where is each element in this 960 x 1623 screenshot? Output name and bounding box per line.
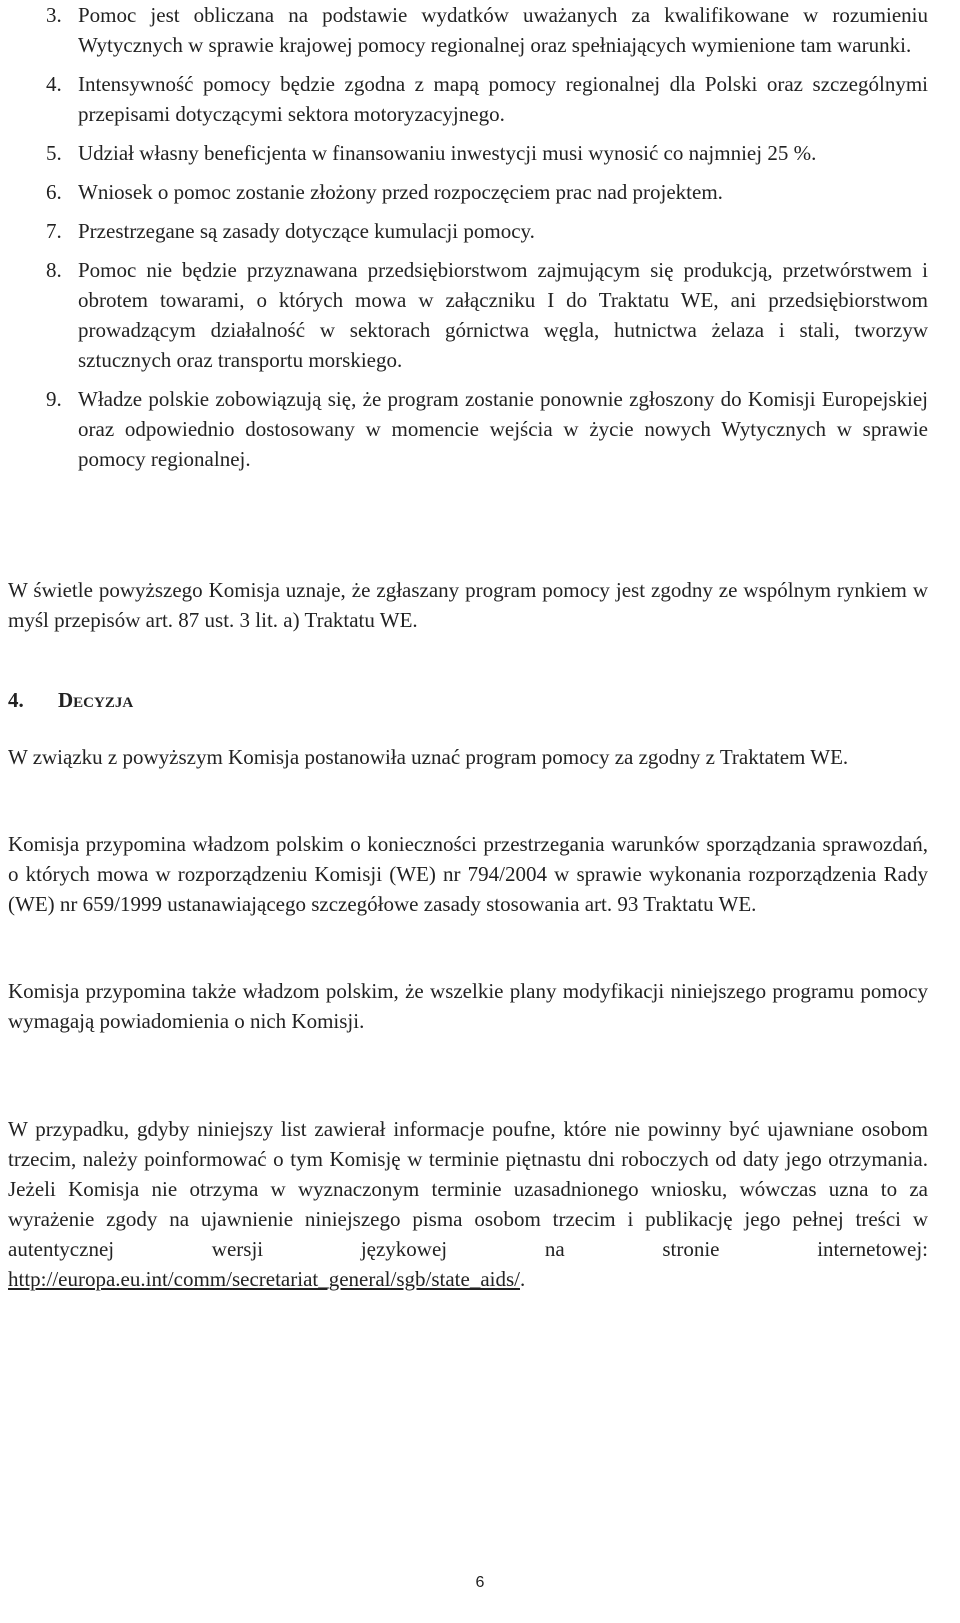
confidentiality-text: W przypadku, gdyby niniejszy list zawierał informacje poufne, które nie powinny być ujawniane osobom trzecim, należy poinformować o tym Komisję w terminie piętnastu dni roboczych od daty jego otrzymania. Jeżeli Komisja nie otrzyma w wyznaczonym terminie uzasadnionego wniosku, wówczas uzna to za wyrażenie zgody na ujawnienie niniejszego pisma osobom trzecim i publikację jego pełnej treści w autentycznej wersji językowej na stronie internetowej: [8, 1117, 928, 1261]
list-item-number: 5. [46, 141, 62, 165]
list-item-number: 7. [46, 219, 62, 243]
reporting-paragraph: Komisja przypomina władzom polskim o konieczności przestrzegania warunków sporządzania sprawozdań, o których mowa w rozporządzeniu Komisji (WE) nr 794/2004 w sprawie wykonania rozporządzenia Rady (WE) nr 659/1999 ustanawiającego szczegółowe zasady stosowania art. 93 Traktatu WE. [8, 832, 928, 916]
section-heading [8, 685, 133, 715]
list-item-number: 8. [46, 258, 62, 282]
section-number: 4. [8, 688, 24, 712]
list-item-text: Intensywność pomocy będzie zgodna z mapą pomocy regionalnej dla Polski oraz szczególnymi przepisami dotyczącymi sektora motoryzacyjnego. [78, 72, 928, 126]
list-item [8, 255, 928, 375]
list-item-number: 6. [46, 180, 62, 204]
list-item [8, 69, 928, 129]
section-title: Decyzja [58, 688, 134, 712]
list-item [8, 216, 928, 246]
modification-paragraph: Komisja przypomina także władzom polskim, że wszelkie plany modyfikacji niniejszego programu pomocy wymagają powiadomienia o nich Komisji. [8, 979, 928, 1033]
list-item-number: 4. [46, 72, 62, 96]
list-item-text: Udział własny beneficjenta w finansowaniu inwestycji musi wynosić co najmniej 25 %. [78, 141, 817, 165]
conclusion-paragraph: W świetle powyższego Komisja uznaje, że zgłaszany program pomocy jest zgodny ze wspólnym rynkiem w myśl przepisów art. 87 ust. 3 lit. a) Traktatu WE. [8, 578, 928, 632]
decision-paragraph: W związku z powyższym Komisja postanowiła uznać program pomocy za zgodny z Traktatem WE. [8, 745, 849, 769]
list-item-text: Władze polskie zobowiązują się, że program zostanie ponownie zgłoszony do Komisji Europejskiej oraz odpowiednio dostosowany w momencie wejścia w życie nowych Wytycznych w sprawie pomocy regionalnej. [78, 387, 928, 471]
list-item [8, 138, 928, 168]
list-item-number: 9. [46, 387, 62, 411]
list-item-text: Pomoc jest obliczana na podstawie wydatków uważanych za kwalifikowane w rozumieniu Wytycznych w sprawie krajowej pomocy regionalnej oraz spełniających wymienione tam warunki. [78, 3, 928, 57]
list-item-text: Przestrzegane są zasady dotyczące kumulacji pomocy. [78, 219, 535, 243]
list-item-text: Wniosek o pomoc zostanie złożony przed rozpoczęciem prac nad projektem. [78, 180, 723, 204]
list-item [8, 0, 928, 60]
list-item [8, 177, 928, 207]
confidentiality-paragraph [8, 1114, 928, 1294]
state-aids-link[interactable]: http://europa.eu.int/comm/secretariat_general/sgb/state_aids/ [8, 1267, 520, 1291]
list-item [8, 384, 928, 474]
page-number: 6 [475, 1574, 485, 1591]
link-suffix: . [520, 1267, 526, 1291]
list-item-text: Pomoc nie będzie przyznawana przedsiębiorstwom zajmującym się produkcją, przetwórstwem i obrotem towarami, o których mowa w załączniku I do Traktatu WE, ani przedsiębiorstwom prowadzącym działalność w sektorach górnictwa węgla, hutnictwa żelaza i stali, tworzyw sztucznych oraz transportu morskiego. [78, 258, 928, 372]
conditions-list [8, 0, 928, 483]
list-item-number: 3. [46, 3, 62, 27]
